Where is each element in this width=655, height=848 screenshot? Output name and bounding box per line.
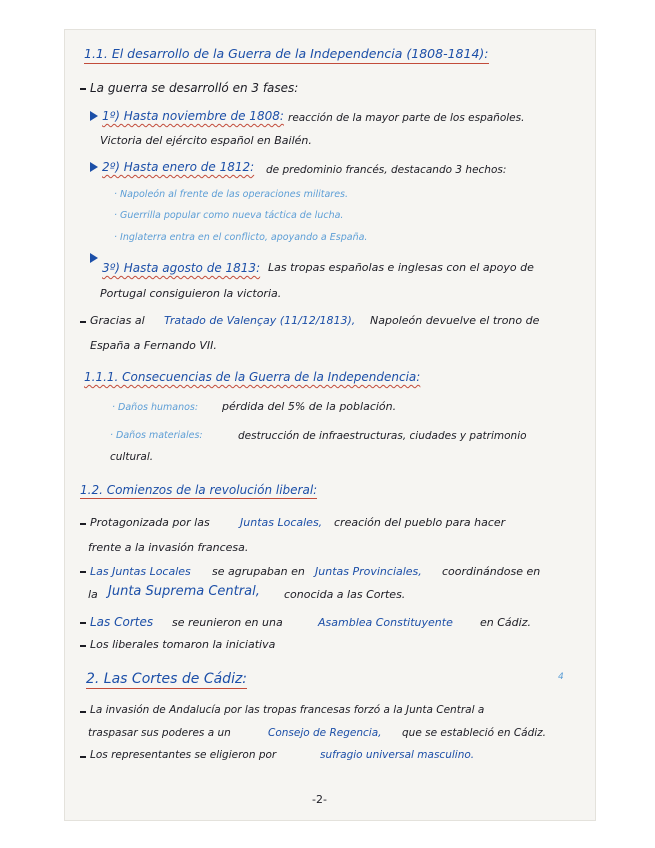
p2-text-line2-a: la	[88, 588, 98, 601]
section-1-1-title: 1.1. El desarrollo de la Guerra de la Independencia (1808-1814):	[84, 48, 489, 64]
p4-text: Los liberales tomaron la iniciativa	[90, 638, 276, 651]
phase-2-bullet: · Inglaterra entra en el conflicto, apoyando a España.	[114, 232, 368, 243]
juntas-locales-term: Las Juntas Locales	[90, 565, 191, 578]
dash-bullet	[80, 645, 86, 647]
p1-text-c: creación del pueblo para hacer	[334, 516, 506, 529]
phase-1-text: reacción de la mayor parte de los españoles.	[288, 112, 525, 124]
dash-bullet	[80, 622, 86, 624]
dash-bullet	[80, 756, 86, 758]
dash-bullet	[80, 523, 86, 525]
material-damage-text: destrucción de infraestructuras, ciudades y patrimonio	[238, 430, 527, 442]
dash-bullet	[80, 711, 86, 713]
page-number: -2-	[312, 793, 327, 806]
p1-text-line2: frente a la invasión francesa.	[88, 541, 249, 554]
junta-suprema-central-term: Junta Suprema Central,	[108, 584, 260, 599]
arrow-icon	[90, 253, 98, 263]
phase-3-label: 3º) Hasta agosto de 1813:	[102, 261, 261, 275]
treaty-text-line2: España a Fernando VII.	[90, 339, 217, 352]
p1-text-a: Protagonizada por las	[90, 516, 210, 529]
phase-3-text: Las tropas españolas e inglesas con el apoyo de	[268, 261, 534, 274]
juntas-provinciales-term: Juntas Provinciales,	[315, 565, 422, 578]
dash-bullet	[80, 321, 86, 323]
p2-text-d: coordinándose en	[442, 565, 541, 578]
phase-1-text-line2: Victoria del ejército español en Bailén.	[100, 134, 312, 147]
s2-p1-line1: La invasión de Andalucía por las tropas francesas forzó a la Junta Central a	[90, 704, 485, 716]
las-cortes-term: Las Cortes	[90, 615, 154, 629]
phase-3-text-line2: Portugal consiguieron la victoria.	[100, 287, 282, 300]
arrow-icon	[90, 111, 98, 121]
phase-2-label: 2º) Hasta enero de 1812:	[102, 160, 255, 174]
section-1-1-1-title: 1.1.1. Consecuencias de la Guerra de la Independencia:	[84, 370, 421, 384]
material-damage-label: · Daños materiales:	[110, 430, 203, 441]
p3-text-d: en Cádiz.	[480, 616, 531, 629]
intro-text: La guerra se desarrolló en 3 fases:	[90, 81, 299, 95]
material-damage-text-line2: cultural.	[110, 451, 154, 463]
phase-1-label: 1º) Hasta noviembre de 1808:	[102, 109, 284, 123]
juntas-locales-term: Juntas Locales,	[240, 516, 323, 529]
treaty-text-a: Gracias al	[90, 314, 145, 327]
s2-p1-line2-c: que se estableció en Cádiz.	[402, 727, 547, 739]
dash-bullet	[80, 571, 86, 573]
s2-p1-line2-a: traspasar sus poderes a un	[88, 727, 231, 739]
human-damage-label: · Daños humanos:	[112, 402, 199, 413]
p2-text-b: se agrupaban en	[212, 565, 305, 578]
phase-2-bullet: · Guerrilla popular como nueva táctica de lucha.	[114, 210, 344, 221]
phase-2-text: de predominio francés, destacando 3 hechos:	[266, 164, 507, 176]
section-2-title: 2. Las Cortes de Cádiz:	[86, 671, 248, 687]
treaty-text-c: Napoleón devuelve el trono de	[370, 314, 540, 327]
arrow-icon	[90, 162, 98, 172]
s2-p2-text-a: Los representantes se eligieron por	[90, 749, 277, 761]
human-damage-text: pérdida del 5% de la población.	[222, 400, 397, 413]
treaty-name: Tratado de Valençay (11/12/1813),	[164, 314, 356, 327]
asamblea-constituyente-term: Asamblea Constituyente	[318, 616, 453, 629]
margin-mark: 4	[558, 672, 564, 682]
phase-2-bullet: · Napoleón al frente de las operaciones militares.	[114, 189, 349, 200]
p3-text-b: se reunieron en una	[172, 616, 283, 629]
section-1-2-title: 1.2. Comienzos de la revolución liberal:	[80, 483, 318, 497]
consejo-de-regencia-term: Consejo de Regencia,	[268, 727, 382, 739]
notebook-page	[65, 30, 595, 820]
p2-text-line2-c: conocida a las Cortes.	[284, 588, 406, 601]
sufragio-universal-term: sufragio universal masculino.	[320, 749, 475, 761]
dash-bullet	[80, 88, 86, 90]
